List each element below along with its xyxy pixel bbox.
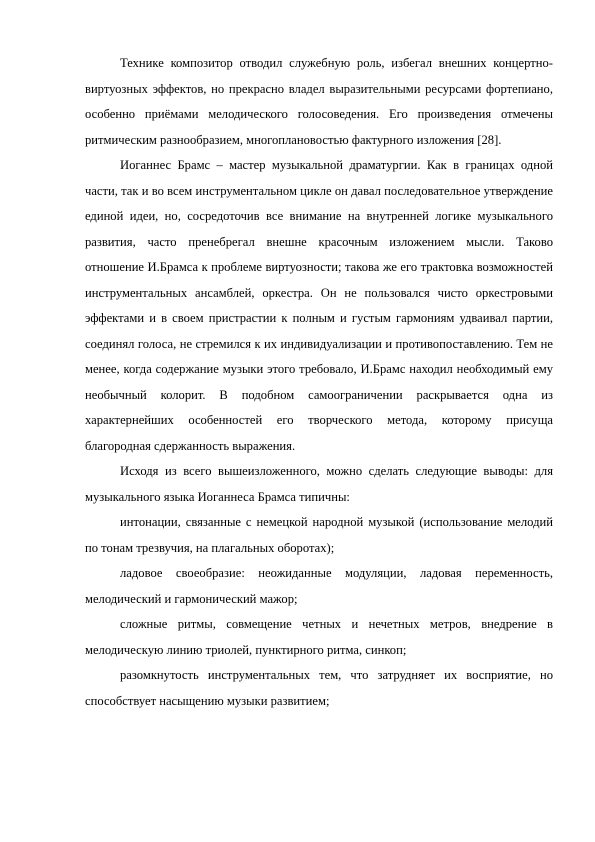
list-item-intonations: интонации, связанные с немецкой народной музыкой (использование мелодий по тонам трезвучия, на плагальных оборотах); [85,515,553,555]
list-item-complex-rhythms: сложные ритмы, совмещение четных и нечетных метров, внедрение в мелодическую линию триолей, пунктирного ритма, синкоп; [85,617,553,657]
paragraph-dramaturgy: Иоганнес Брамс – мастер музыкальной драматургии. Как в границах одной части, так и во всем инструментальном цикле он давал последовательное утверждение единой идеи, но, сосредоточив все внимание на внутренней логике музыкального развития, часто пренебрегал внешне красочным изложением мысли. Таково отношение И.Брамса к проблеме виртуозности; такова же его трактовка возможностей инструментальных ансамблей, оркестра. Он не пользовался чисто оркестровыми эффектами и в своем пристрастии к полным и густым гармониям удваивал партии, соединял голоса, не стремился к их индивидуализации и противопоставлению. Тем не менее, когда содержание музыки этого требовало, И.Брамс находил необходимый ему необычный колорит. В подобном самоограничении раскрывается одна из характернейших особенностей его творческого метода, которому присуща благородная сдержанность выражения. [85,158,553,453]
list-item-open-themes: разомкнутость инструментальных тем, что затрудняет их восприятие, но способствует насыщению музыки развитием; [85,668,553,708]
list-item-modal-originality: ладовое своеобразие: неожиданные модуляции, ладовая переменность, мелодический и гармонический мажор; [85,566,553,606]
paragraph-technique: Технике композитор отводил служебную роль, избегал внешних концертно-виртуозных эффектов, но прекрасно владел выразительными ресурсами фортепиано, особенно приёмами мелодического голосоведения. Его произведения отмечены ритмическим разнообразием, многоплановостью фактурного изложения [28]. [85,56,553,147]
paragraph-conclusions: Исходя из всего вышеизложенного, можно сделать следующие выводы: для музыкального языка Иоганнеса Брамса типичны: [85,464,553,504]
document-page [85,51,553,714]
